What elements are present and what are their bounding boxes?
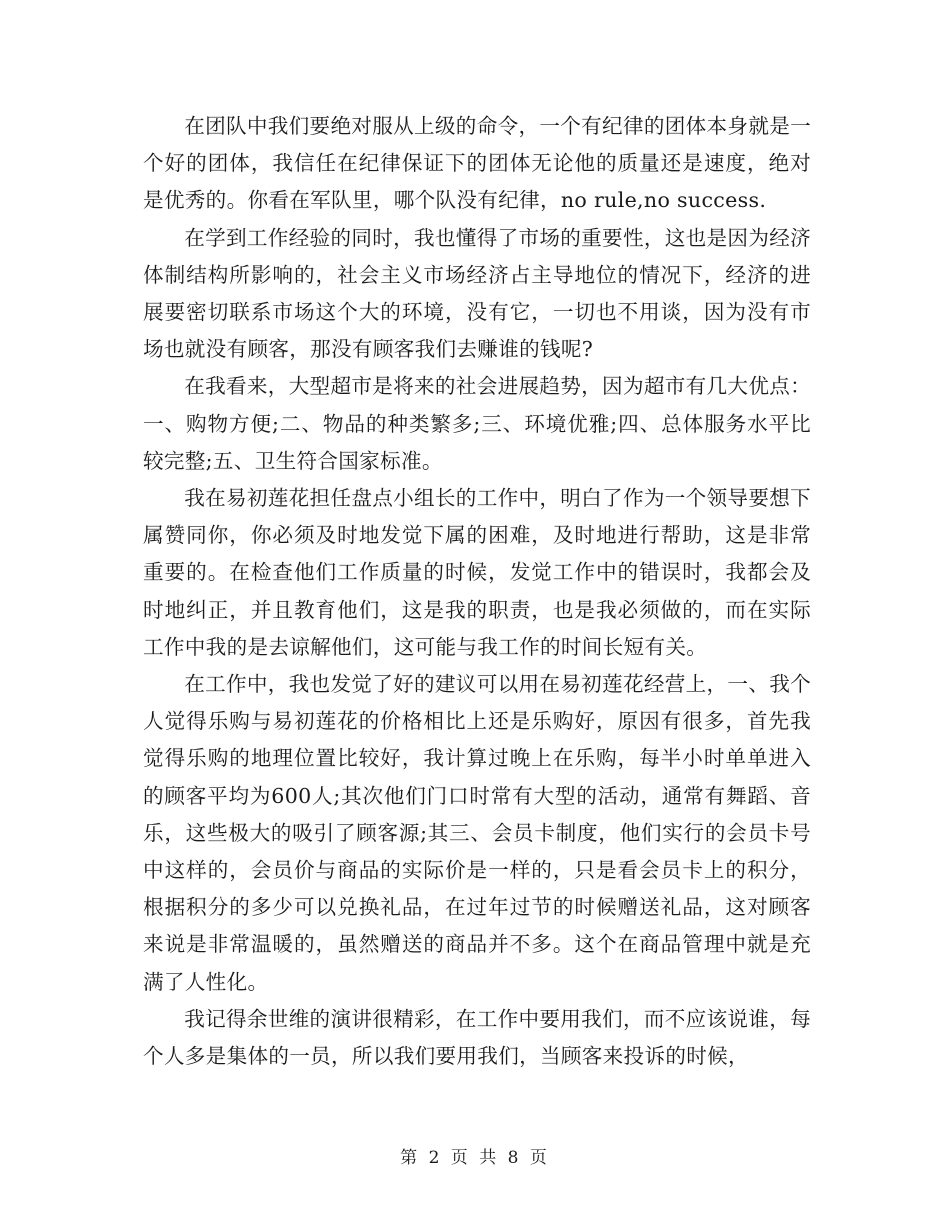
- paragraph-suggestions: 在工作中，我也发觉了好的建议可以用在易初莲花经营上，一、我个人觉得乐购与易初莲花的价格相比上还是乐购好，原因有很多，首先我觉得乐购的地理位置比较好，我计算过晚上在乐购，每半小时单单进入的顾客平均为600人;其次他们门口时常有大型的活动，通常有舞蹈、音乐，这些极大的吸引了顾客源;其三、会员卡制度，他们实行的会员卡号中这样的，会员价与商品的实际价是一样的，只是看会员卡上的积分，根据积分的多少可以兑换礼品，在过年过节的时候赠送礼品，这对顾客来说是非常温暖的，虽然赠送的商品并不多。这个在商品管理中就是充满了人性化。: [143, 672, 811, 994]
- document-body: [143, 108, 811, 1075]
- paragraph-speech: 我记得余世维的演讲很精彩，在工作中要用我们，而不应该说谁，每个人多是集体的一员，所以我们要用我们，当顾客来投诉的时候，: [143, 1006, 811, 1069]
- paragraph-supermarket-advantages: 在我看来，大型超市是将来的社会进展趋势，因为超市有几大优点：一、购物方便;二、物品的种类繁多;三、环境优雅;四、总体服务水平比较完整;五、卫生符合国家标准。: [143, 374, 811, 473]
- paragraph-discipline: 在团队中我们要绝对服从上级的命令，一个有纪律的团体本身就是一个好的团体，我信任在纪律保证下的团体无论他的质量还是速度，绝对是优秀的。你看在军队里，哪个队没有纪律，no rule,no success.: [143, 114, 811, 213]
- page-number-footer: 第 2 页 共 8 页: [400, 1148, 550, 1168]
- paragraph-market: 在学到工作经验的同时，我也懂得了市场的重要性，这也是因为经济体制结构所影响的，社会主义市场经济占主导地位的情况下，经济的进展要密切联系市场这个大的环境，没有它，一切也不用谈，因为没有市场也就没有顾客，那没有顾客我们去赚谁的钱呢?: [143, 225, 811, 362]
- paragraph-team-leader: 我在易初莲花担任盘点小组长的工作中，明白了作为一个领导要想下属赞同你，你必须及时地发觉下属的困难，及时地进行帮助，这是非常重要的。在检查他们工作质量的时候，发觉工作中的错误时，我都会及时地纠正，并且教育他们，这是我的职责，也是我必须做的，而在实际工作中我的是去谅解他们，这可能与我工作的时间长短有关。: [143, 486, 811, 659]
